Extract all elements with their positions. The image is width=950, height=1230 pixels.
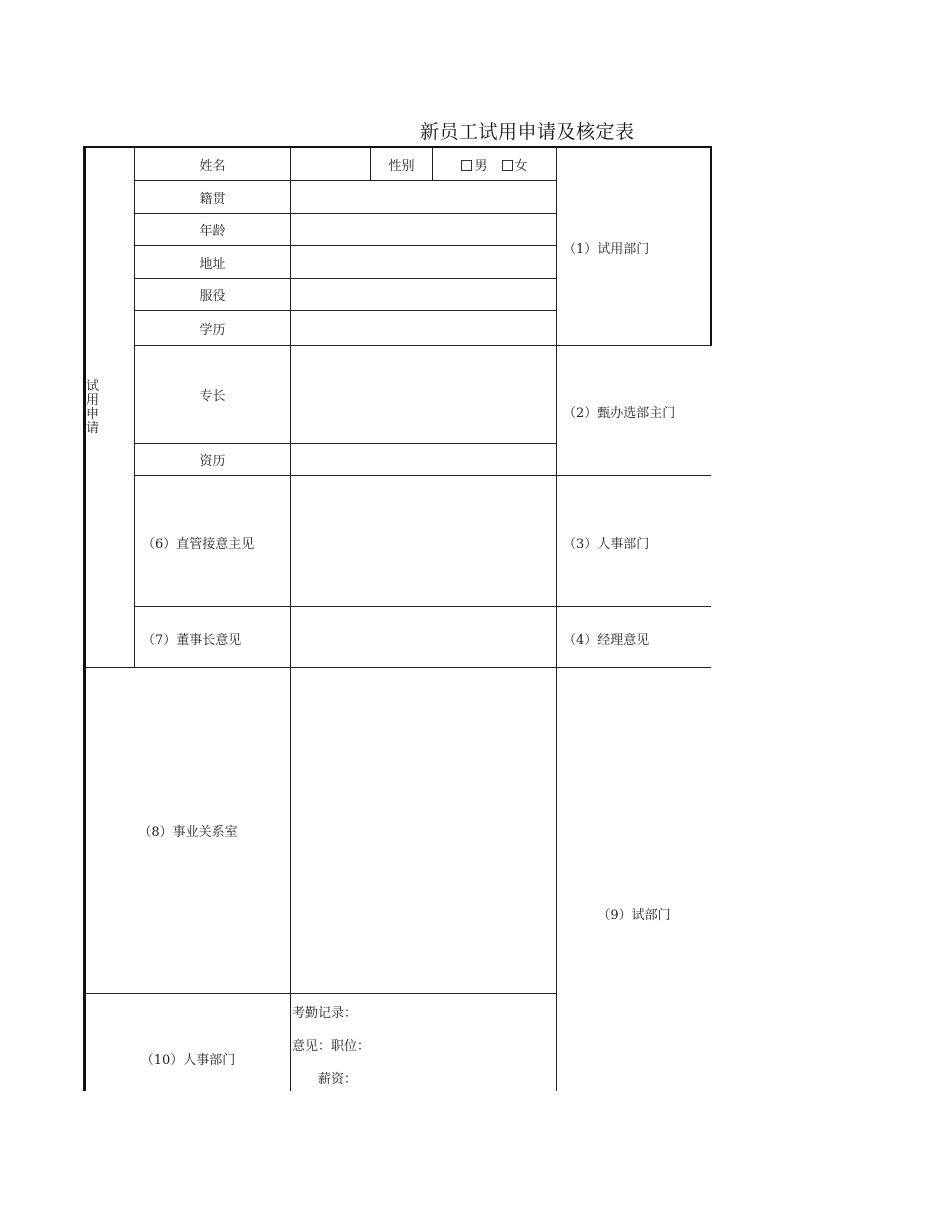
education-field[interactable]: [291, 311, 556, 345]
checkbox-icon: [461, 160, 472, 171]
native-place-field[interactable]: [291, 181, 556, 213]
checkbox-icon: [502, 160, 513, 171]
label-opinion-position: 意见：职位：: [292, 1039, 371, 1054]
label-name: 姓名: [199, 158, 226, 174]
gender-male-checkbox[interactable]: 男: [461, 155, 487, 174]
label-education: 学历: [199, 322, 226, 338]
direct-supervisor-field[interactable]: [291, 476, 556, 606]
label-native-place: 籍贯: [199, 191, 226, 207]
form-title: 新员工试用申请及核定表: [420, 121, 635, 143]
career-relations-field[interactable]: [291, 668, 556, 993]
label-hr-department-10: （10）人事部门: [140, 1052, 236, 1068]
address-field[interactable]: [291, 246, 556, 278]
label-age: 年龄: [199, 223, 226, 239]
label-attendance: 考勤记录：: [292, 1006, 358, 1021]
gender-female-checkbox[interactable]: 女: [502, 155, 528, 174]
military-service-field[interactable]: [291, 278, 556, 310]
label-experience: 资历: [199, 454, 226, 469]
label-chairman-opinion: （7）董事长意见: [142, 633, 242, 648]
section-label-trial-application: 试用申请: [86, 379, 100, 436]
label-military-service: 服役: [199, 288, 226, 304]
label-salary: 薪资：: [318, 1072, 358, 1087]
name-field[interactable]: [291, 148, 370, 180]
label-gender: 性别: [388, 158, 415, 174]
gender-options: [433, 148, 556, 180]
label-trial-department: （1）试用部门: [563, 242, 650, 257]
chairman-opinion-field[interactable]: [291, 607, 556, 667]
specialty-field[interactable]: [291, 346, 556, 443]
border-right-top: [710, 146, 712, 346]
label-direct-supervisor: （6）直管接意主见: [142, 537, 255, 552]
label-career-relations-office: （8）事业关系室: [138, 825, 238, 840]
label-trial-dept-9: （9）试部门: [597, 907, 671, 923]
label-manager-opinion: （4）经理意见: [563, 633, 650, 648]
label-selection-dept-head: （2）甄办选部主门: [563, 406, 676, 421]
label-hr-department: （3）人事部门: [563, 537, 650, 552]
experience-field[interactable]: [291, 444, 556, 475]
label-specialty: 专长: [199, 389, 226, 404]
age-field[interactable]: [291, 213, 556, 245]
label-address: 地址: [199, 256, 226, 272]
